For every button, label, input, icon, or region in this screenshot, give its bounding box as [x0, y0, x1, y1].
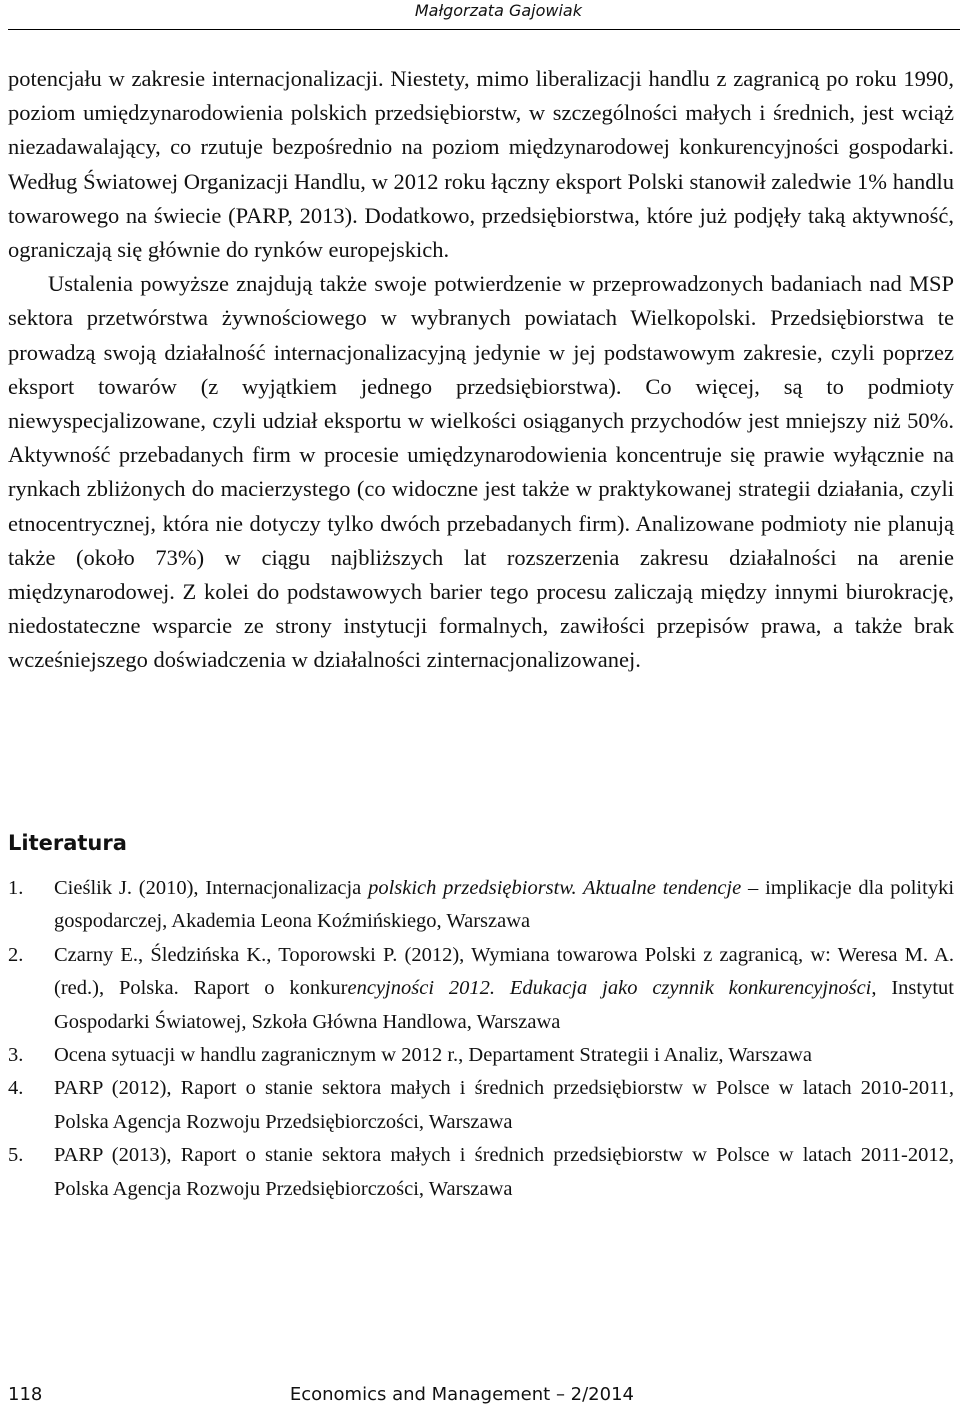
reference-item-5	[8, 1139, 954, 1206]
reference-text: , Instytut Gospodarki Światowej, Szkoła Główna Handlowa, Warszawa	[54, 977, 954, 1033]
reference-number: 3.	[8, 1044, 24, 1067]
article-body	[8, 62, 954, 678]
reference-number: 5.	[8, 1144, 24, 1167]
reference-item-3	[8, 1039, 954, 1072]
references-heading: Literatura	[8, 831, 127, 855]
reference-number: 2.	[8, 943, 24, 966]
reference-italic-text: encyjności 2012. Edukacja jako czynnik konkurencyjności	[347, 977, 872, 1000]
reference-text: PARP (2012), Raport o stanie sektora małych i średnich przedsiębiorstw w Polsce w latach 2010-2011, Polska Agencja Rozwoju Przedsiębiorczości, Warszawa	[54, 1077, 954, 1133]
reference-italic-text: polskich przedsiębiorstw. Aktualne tendencje –	[368, 877, 766, 899]
body-paragraph-2: Ustalenia powyższe znajdują także swoje potwierdzenie w przeprowadzonych badaniach nad MSP sektora przetwórstwa żywnościowego w wybranych powiatach Wielkopolski. Przedsiębiorstwa te prowadzą swoją działalność internacjonalizacyjną jedynie w jej podstawowym zakresie, czyli poprzez eksport towarów (z wyjątkiem jednego przedsiębiorstwa). Co więcej, są to podmioty niewyspecjalizowane, czyli udział eksportu w wielkości osiąganych przychodów jest mniejszy niż 50%. Aktywność przebadanych firm w procesie umiędzynarodowienia koncentruje się prawie wyłącznie na rynkach zbliżonych do macierzystego (co widoczne jest także w praktykowanej strategii działania, czyli etnocentrycznej, która nie dotyczy tylko dwóch przebadanych firm). Analizowane podmioty nie planują także (około 73%) w ciągu najbliższych lat rozszerzenia zakresu działalności na arenie międzynarodowej. Z kolei do podstawowych barier tego procesu zaliczają między innymi biurokrację, niedostateczne wsparcie ze strony instytucji formalnych, zawiłości przepisów prawa, a także brak wcześniejszego doświadczenia w działalności zinternacjonalizowanej.	[8, 271, 954, 673]
header-divider	[8, 29, 960, 30]
reference-number: 1.	[8, 877, 24, 899]
reference-text: PARP (2013), Raport o stanie sektora małych i średnich przedsiębiorstw w Polsce w latach 2011-2012, Polska Agencja Rozwoju Przedsiębiorczości, Warszawa	[54, 1144, 954, 1200]
journal-issue: Economics and Management – 2/2014	[289, 1384, 634, 1405]
references-list	[8, 872, 954, 1206]
reference-item-1	[8, 872, 954, 939]
reference-number: 4.	[8, 1077, 24, 1100]
reference-text: Cieślik J. (2010), Internacjonalizacja	[54, 877, 369, 899]
reference-item-4	[8, 1072, 954, 1139]
body-paragraph-1: potencjału w zakresie internacjonalizacji. Niestety, mimo liberalizacji handlu z zagranicą po roku 1990, poziom umiędzynarodowienia polskich przedsiębiorstw, w szczególności małych i średnich, jest wciąż niezadawalający, co rzutuje bezpośrednio na poziom międzynarodowej konkurencyjności gospodarki. Według Światowej Organizacji Handlu, w 2012 roku łączny eksport Polski stanowił zaledwie 1% handlu towarowego na świecie (PARP, 2013). Dodatkowo, przedsiębiorstwa, które już podjęły taką aktywność, ograniczają się głównie do rynków europejskich.	[8, 66, 954, 263]
reference-text: implikacje dla polityki gospodarczej, Akademia Leona Koźmińskiego, Warszawa	[54, 877, 955, 933]
reference-item-2	[8, 939, 954, 1039]
page-number: 118	[8, 1384, 43, 1405]
running-header-author: Małgorzata Gajowiak	[414, 1, 582, 20]
reference-text: Czarny E., Śledzińska K., Toporowski P. (2012), Wymiana towarowa Polski z zagranicą, w: Weresa M. A. (red.), Polska. Raport o konkur	[54, 943, 954, 1000]
reference-text: Ocena sytuacji w handlu zagranicznym w 2012 r., Departament Strategii i Analiz, Warszawa	[54, 1044, 812, 1067]
